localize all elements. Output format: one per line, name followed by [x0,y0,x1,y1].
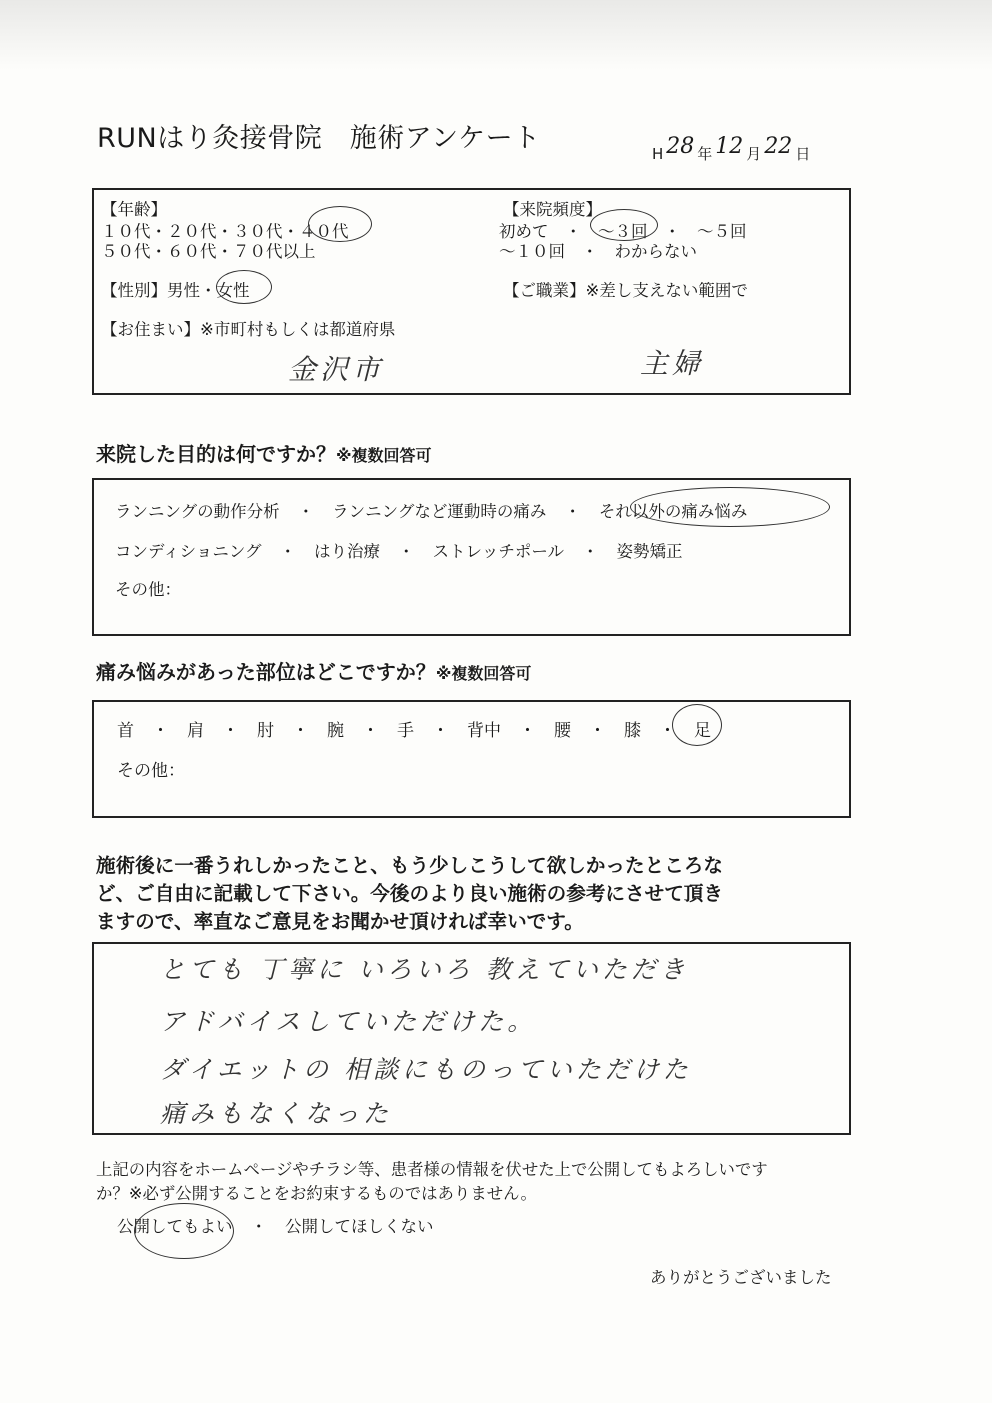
age-label: 【年齢】 [101,200,167,219]
feedback-prompt-line2: ど、ご自由に記載して下さい。今後のより良い施術の参考にさせて頂き [96,882,723,905]
date-year: 28 [666,134,695,159]
frequency-options-row2[interactable]: ～１０回 ・ わからない [499,242,697,261]
dot-separator: ・ [564,502,581,521]
body-part-shoulder[interactable]: 肩 [187,721,204,741]
age-options-row2[interactable]: ５０代・６０代・７０代以上 [101,242,316,261]
gender-label: 【性別】 [101,281,167,300]
dot-separator: ・ [250,1217,267,1236]
publish-note-line2: か？※必ず公開することをお約束するものではありません。 [96,1184,537,1203]
feedback-prompt [96,852,723,936]
date-day: 22 [764,134,793,159]
dot-separator: ・ [659,721,676,741]
body-parts-heading-text: 痛み悩みがあった部位はどこですか？ [96,660,436,684]
publish-note-line1: 上記の内容をホームページやチラシ等、患者様の情報を伏せた上で公開してもよろしいです [96,1160,768,1179]
residence-label: 【お住まい】※市町村もしくは都道府県 [101,320,396,339]
purpose-row2 [115,538,683,562]
dot-separator: ・ [398,542,415,561]
frequency-options-row1[interactable]: 初めて ・ ～３回 ・ ～５回 [499,222,747,241]
body-part-knee[interactable]: 膝 [624,721,641,741]
body-part-neck[interactable]: 首 [117,721,134,741]
occupation-label: 【ご職業】※差し支えない範囲で [503,281,748,300]
dot-separator: ・ [432,721,449,741]
occupation-handwritten[interactable]: 主婦 [640,347,705,380]
purpose-note: ※複数回答可 [336,446,432,465]
date-year-label: 年 [697,145,713,163]
date-day-label: 日 [795,145,811,163]
date-month: 12 [715,134,744,159]
body-parts-heading [96,656,531,685]
frequency-3-circle-mark [590,209,658,241]
dot-separator: ・ [589,721,606,741]
purpose-option-acupuncture[interactable]: はり治療 [314,542,381,561]
gender-dot: ・ [200,281,217,300]
purpose-option-running-pain[interactable]: ランニングなど運動時の痛み [332,502,547,521]
dot-separator: ・ [582,542,599,561]
purpose-option-running-analysis[interactable]: ランニングの動作分析 [115,502,280,521]
residence-handwritten[interactable]: 金沢市 [288,353,385,386]
purpose-other-label[interactable]: その他： [115,580,181,599]
feedback-answer-line2: アドバイスしていただけた。 [160,1007,537,1036]
purpose-option-conditioning[interactable]: コンディショニング [115,542,262,561]
purpose-option-stretch-pole[interactable]: ストレッチポール [432,542,565,561]
publish-no-option[interactable]: 公開してほしくない [285,1217,434,1236]
purpose-heading-text: 来院した目的は何ですか？ [96,442,336,466]
body-parts-other-label[interactable]: その他： [117,761,185,781]
page-title: RUNはり灸接骨院 施術アンケート [97,123,541,154]
feedback-prompt-line3: ますので、率直なご意見をお聞かせ頂ければ幸いです。 [96,910,584,933]
dot-separator: ・ [297,502,315,521]
publish-note [96,1158,768,1206]
thanks-text: ありがとうございました [650,1268,832,1287]
purpose-heading [96,438,432,467]
date-field [652,134,811,165]
purpose-option-posture[interactable]: 姿勢矯正 [616,542,683,561]
gender-male-option[interactable]: 男性 [167,281,200,300]
feedback-answer-line4: 痛みもなくなった [160,1099,393,1128]
feedback-answer-line1: とても 丁寧に いろいろ 教えていただき [160,955,689,984]
gender-female-option[interactable]: 女性 [216,281,250,300]
gender-female-circle-mark [216,270,272,304]
dot-separator: ・ [519,721,536,741]
body-part-elbow[interactable]: 肘 [257,721,274,741]
dot-separator: ・ [222,721,239,741]
body-parts-row [117,716,711,741]
body-parts-note: ※複数回答可 [435,664,532,683]
body-part-foot[interactable]: 足 [694,721,711,741]
frequency-label: 【来院頻度】 [503,200,602,219]
dot-separator: ・ [279,542,297,561]
publish-yes-circle-mark [134,1203,234,1259]
dot-separator: ・ [152,721,169,741]
body-part-lower-back[interactable]: 腰 [554,721,571,741]
knee-circle-mark [672,704,722,746]
body-part-arm[interactable]: 腕 [327,721,344,741]
scan-shadow [0,0,992,70]
dot-separator: ・ [292,721,309,741]
purpose-other-pain-circle-mark [630,487,830,527]
age-40s-circle-mark [308,206,372,242]
purpose-option-other-pain[interactable]: それ以外の痛み悩み [598,502,748,521]
body-part-back[interactable]: 背中 [467,721,501,741]
publish-yes-option[interactable]: 公開してもよい [117,1217,233,1236]
body-part-hand[interactable]: 手 [397,721,414,741]
feedback-answer-line3: ダイエットの 相談にものっていただけた [160,1055,692,1084]
date-month-label: 月 [746,145,762,163]
dot-separator: ・ [362,721,379,741]
feedback-prompt-line1: 施術後に一番うれしかったこと、もう少しこうして欲しかったところな [96,854,723,877]
age-options-row1[interactable]: １０代・２０代・３０代・４０代 [101,222,349,241]
date-era: H [652,145,664,163]
